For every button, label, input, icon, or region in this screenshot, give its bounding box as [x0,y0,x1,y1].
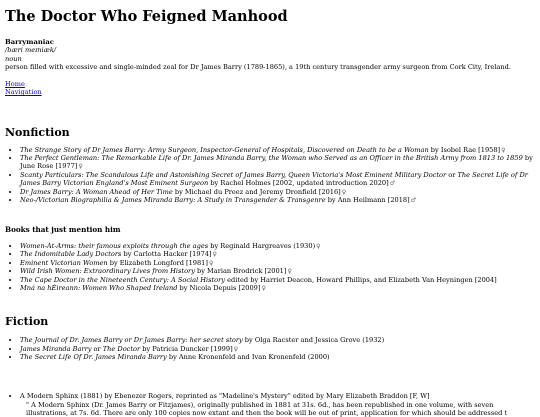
book-title: Neo-/Victorian Biographilia & James Miranda Barry: A Study in Transgender & Transgenre [20,196,326,205]
book-title: Mná na hÉireann: Women Who Shaped Ireland [20,283,178,292]
book-details: edited by Harriet Deacon, Howard Phillips, and Elizabeth Van Heyningen [2004] [225,275,497,284]
book-title: The Secret Life Of Dr. James Miranda Barry [20,353,167,362]
home-link[interactable]: Home [5,80,25,89]
list-item [20,267,535,276]
list-item [20,336,535,344]
navigation-link[interactable]: Navigation [5,88,42,97]
book-title: Scanty Particulars: The Scandalous Life and Astonishing Secret of James Barry, Queen Victoria's Most Eminent Military Doctor [20,170,447,179]
definition-term: Barrymaniac [5,37,54,46]
book-details: by Rachel Holmes [2002, updated introduction 2020] [208,179,389,188]
gender-symbol-icon: ♀ [316,242,321,250]
gender-symbol-icon: ♀ [212,251,217,259]
book-details: by June Rose [1977] [20,154,533,171]
list-item [20,188,535,197]
book-title: The Cape Doctor in the Nineteenth Century: A Social History [20,275,226,284]
definition-part-of-speech: noun [5,54,22,63]
gender-symbol-icon: ♀ [341,188,347,196]
book-details: by Elizabeth Longford [1981] [107,258,208,267]
list-item [20,171,535,188]
gender-symbol-icon: ♀ [208,259,214,267]
list-item [20,250,535,259]
list-item [20,196,535,205]
fiction-list [5,336,535,361]
book-title: The Strange Story of Dr James Barry: Army Surgeon, Inspector-General of Hospitals, Discovered on Death to be a Woman [20,145,429,154]
gender-symbol-icon: ♂ [389,180,396,188]
list-item [20,154,535,171]
book-title: James Miranda Barry [20,344,92,353]
gender-symbol-icon: ♀ [501,146,506,154]
definition-text: person filled with excessive and single-minded zeal for Dr James Barry (1789-1865), a 19th century transgender army surgeon from Cork City, Ireland. [5,62,511,71]
book-title: The Perfect Gentleman: The Remarkable Life of Dr. James Miranda Barry, the Woman who Served as an Officer in the British Army from 1813 to 1859 [20,154,523,163]
list-item [20,345,535,354]
book-details: by Patricia Duncker [1999] [140,344,233,353]
gender-symbol-icon: ♂ [410,197,417,205]
mentions-section [5,225,535,293]
book-title: Dr James Barry: A Woman Ahead of Her Time [20,187,173,196]
book-alt-title: The Secret Life of Dr James Barry Victorian England's Most Eminent Surgeon [20,170,528,188]
nonfiction-list [5,146,535,205]
nonfiction-heading: Nonfiction [5,125,70,139]
book-title: Wild Irish Women: Extraordinary Lives from History [20,267,195,276]
mentions-heading: Books that just mention him [5,224,121,234]
page-title: The Doctor Who Feigned Manhood [5,8,288,25]
list-item [20,259,535,268]
book-title: The Journal of Dr. James Barry or Dr James Barry: her secret story [20,336,243,345]
fiction-section [5,316,535,361]
book-alt-title: The Doctor [102,344,141,353]
definition [5,38,535,71]
gender-symbol-icon: ♀ [233,345,239,353]
nonfiction-section [5,127,535,205]
site-nav [5,80,535,96]
book-details: by Nicola Depuis [2009] [177,283,261,292]
list-item [20,353,535,361]
gender-symbol-icon: ♀ [287,268,292,276]
book-title: Women-At-Arms: their famous exploits through the ages [20,241,209,250]
book-details: by Reginald Hargreaves (1930) [208,241,316,250]
book-details: by Olga Racster and Jessica Grove (1932) [242,336,385,345]
gender-symbol-icon: ♀ [78,163,83,171]
other-item-note: " A Modern Sphinx (Dr. James Barry or Fitzjames), originally published in 1881 at 31s. 6d., has been republished in one volume, with seven illustrations, at 7s. 6d. There are only 100 copies now extant and then the book will be out of print, application for which should be addressed t [26,400,508,417]
definition-pronunciation: /bæri meɪniæk/ [5,46,57,55]
title-separator: or [446,170,458,179]
book-details: by Marian Brodrick [2001] [194,267,287,276]
book-title: The Indomitable Lady Doctors [20,250,122,259]
book-details: by Ann Heilmann [2018] [325,196,410,205]
list-item [20,284,535,293]
title-separator: or [91,344,103,353]
book-details: by Michael du Preez and Jeremy Dronfield [2016] [172,187,341,196]
list-item [20,276,535,284]
mentions-list [5,242,535,293]
book-details: by Isobel Rae [1958] [428,145,501,154]
list-item [20,146,535,155]
fiction-heading: Fiction [5,315,49,329]
gender-symbol-icon: ♀ [261,284,266,292]
book-title: Eminent Victorian Women [20,258,108,267]
book-details: by Anne Kronenfeld and Ivan Kronenfeld (2000) [166,353,330,362]
other-item-text: A Modern Sphinx (1881) by Ebenezer Rogers, reprinted as "Madeline's Mystery" edited by Mary Elizabeth Braddon [F, W] [20,392,430,401]
book-details: by Carlotta Hacker [1974] [121,250,212,259]
list-item [20,242,535,251]
